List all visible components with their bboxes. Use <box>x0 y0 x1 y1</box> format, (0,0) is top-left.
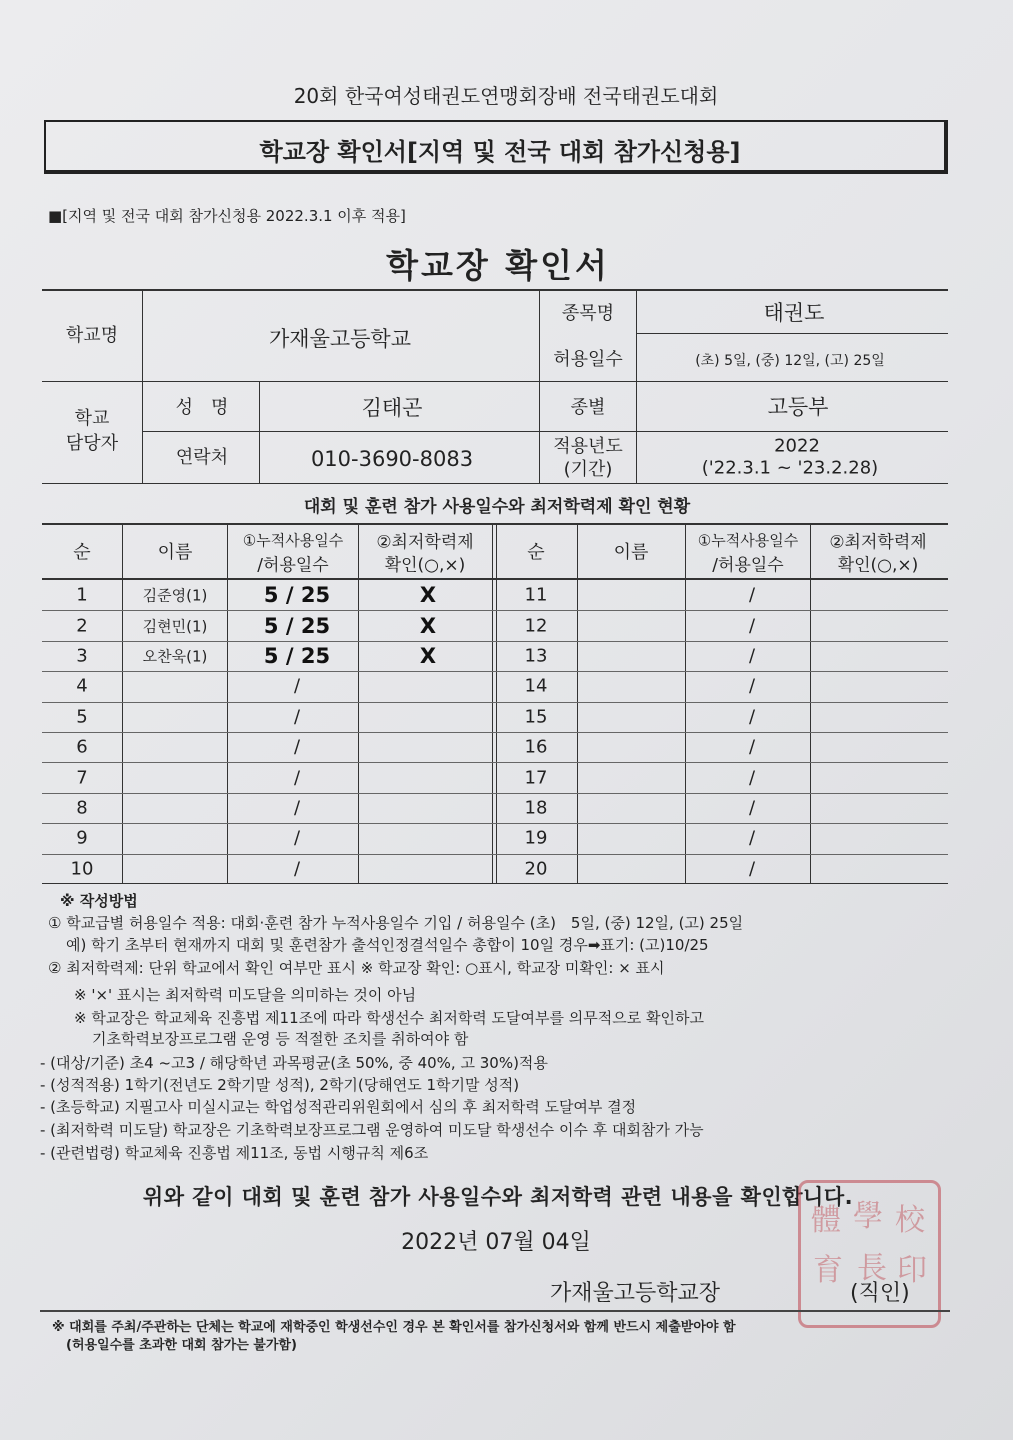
row-number: 10 <box>70 858 94 880</box>
row-number: 4 <box>76 675 88 697</box>
sport-label: 종목명 <box>561 303 615 324</box>
row-number: 8 <box>76 797 88 819</box>
note-line: ② 최저학력제: 단위 학교에서 확인 여부만 표시 ※ 학교장 확인: ○표시, 학교장 미확인: × 표시 <box>48 959 665 977</box>
status-title: 대회 및 훈련 참가 사용일수와 최저학력제 확인 현황 <box>303 497 691 517</box>
main-title: 학교장 확인서 <box>386 246 610 285</box>
row-days: 5 / 25 <box>263 583 331 607</box>
note-line: ① 학교급별 허용일수 적용: 대회·훈련 참가 누적사용일수 기입 / 허용일수 (초) 5일, (중) 12일, (고) 25일 <box>48 914 744 932</box>
row-days: / <box>748 706 756 728</box>
category-label: 종별 <box>570 397 606 418</box>
row-check: X <box>419 614 437 638</box>
header-name-left: 이름 <box>157 542 193 563</box>
row-days: / <box>293 827 301 849</box>
row-number: 6 <box>76 736 88 758</box>
header-days-right-2: /허용일수 <box>712 555 784 576</box>
row-number: 16 <box>524 736 548 758</box>
principal-title: 가재울고등학교장 <box>550 1281 721 1306</box>
header-min-left-1: ②최저학력제 <box>376 532 474 553</box>
issue-date: 2022년 07월 04일 <box>401 1230 591 1255</box>
row-number: 5 <box>76 706 88 728</box>
header-days-left-1: ①누적사용일수 <box>242 531 344 550</box>
row-days: / <box>748 797 756 819</box>
row-days: / <box>293 675 301 697</box>
header-no-left: 순 <box>73 542 91 563</box>
manager-name: 김태곤 <box>361 396 423 420</box>
sport-value: 태권도 <box>763 301 825 325</box>
footer-note-1: ※ 대회를 주최/주관하는 단체는 학교에 재학중인 학생선수인 경우 본 확인서를 참가신청서와 함께 반드시 제출받아야 함 <box>52 1320 736 1335</box>
confirmation-text: 위와 같이 대회 및 훈련 참가 사용일수와 최저학력 관련 내용을 확인합니다. <box>142 1185 854 1209</box>
row-number: 7 <box>76 767 88 789</box>
row-days: / <box>293 767 301 789</box>
note-line: - (관련법령) 학교체육 진흥법 제11조, 동법 시행규칙 제6조 <box>40 1144 429 1162</box>
seal-glyph: 校 <box>895 1203 925 1238</box>
row-days: / <box>748 827 756 849</box>
header-no-right: 순 <box>527 542 545 563</box>
note-line: - (초등학교) 지필고사 미실시교는 학업성적관리위원회에서 심의 후 최저학력 도달여부 결정 <box>40 1098 637 1116</box>
row-days: / <box>748 584 756 606</box>
school-value: 가재울고등학교 <box>268 327 412 351</box>
year-value-2: ('22.3.1 ~ '23.2.28) <box>701 457 879 479</box>
manager-label-2: 담당자 <box>65 433 119 454</box>
school-label: 학교명 <box>65 325 119 346</box>
row-check: X <box>419 644 437 668</box>
row-number: 12 <box>524 615 548 637</box>
box-title: 학교장 확인서[지역 및 전국 대회 참가신청용] <box>259 138 741 166</box>
row-number: 1 <box>76 584 88 606</box>
row-days: / <box>748 615 756 637</box>
year-value-1: 2022 <box>774 435 820 457</box>
row-days: / <box>748 858 756 880</box>
note-line: ※ '×' 표시는 최저학력 미도달을 의미하는 것이 아님 <box>74 986 417 1004</box>
name-label: 성 명 <box>175 397 229 418</box>
row-name: 김준영(1) <box>142 586 208 605</box>
days-value: (초) 5일, (중) 12일, (고) 25일 <box>695 353 885 369</box>
header-min-right-1: ②최저학력제 <box>829 532 927 553</box>
note-line: ※ 학교장은 학교체육 진흥법 제11조에 따라 학생선수 최저학력 도달여부를 의무적으로 확인하고 <box>74 1009 704 1027</box>
row-number: 15 <box>524 706 548 728</box>
note-line: 예) 학기 초부터 현재까지 대회 및 훈련참가 출석인정결석일수 총합이 10일 경우➡표기: (고)10/25 <box>66 936 709 954</box>
note-line: - (최저학력 미도달) 학교장은 기초학력보장프로그램 운영하여 미도달 학생선수 이수 후 대회참가 가능 <box>40 1121 704 1139</box>
note-line: 기초학력보장프로그램 운영 등 적절한 조치를 취하여야 함 <box>92 1030 469 1048</box>
days-label: 허용일수 <box>553 349 623 370</box>
seal-glyph: 體 <box>811 1203 841 1238</box>
row-number: 18 <box>524 797 548 819</box>
row-days: / <box>293 706 301 728</box>
row-days: / <box>748 675 756 697</box>
manager-label-1: 학교 <box>74 408 110 429</box>
header-days-right-1: ①누적사용일수 <box>697 531 799 550</box>
contact-label: 연락처 <box>175 447 229 468</box>
header-min-right-2: 확인(○,×) <box>837 555 919 576</box>
header-days-left-2: /허용일수 <box>257 555 329 576</box>
row-days: / <box>748 736 756 758</box>
notes-heading: ※ 작성방법 <box>60 892 138 910</box>
seal-label: (직인) <box>850 1281 910 1306</box>
row-name: 김현민(1) <box>142 617 208 636</box>
row-check: X <box>419 583 437 607</box>
sub-note: ■[지역 및 전국 대회 참가신청용 2022.3.1 이후 적용] <box>48 207 406 225</box>
note-line: - (성적적용) 1학기(전년도 2학기말 성적), 2학기(당해연도 1학기말 성적) <box>40 1076 520 1094</box>
footer-note-2: (허용일수를 초과한 대회 참가는 불가함) <box>66 1338 297 1353</box>
seal-glyph: 育 <box>813 1253 843 1288</box>
row-number: 14 <box>524 675 548 697</box>
row-days: / <box>293 736 301 758</box>
row-days: / <box>293 797 301 819</box>
year-label-2: (기간) <box>563 459 613 480</box>
row-number: 2 <box>76 615 88 637</box>
header-min-left-2: 확인(○,×) <box>384 555 466 576</box>
row-name: 오찬욱(1) <box>142 647 208 666</box>
row-days: / <box>748 767 756 789</box>
event-title: 20회 한국여성태권도연맹회장배 전국태권도대회 <box>293 84 719 108</box>
row-days: 5 / 25 <box>263 614 331 638</box>
category-value: 고등부 <box>767 395 829 419</box>
seal-glyph: 印 <box>897 1253 927 1288</box>
seal-glyph: 學 <box>853 1199 883 1234</box>
contact-value: 010-3690-8083 <box>310 447 474 471</box>
row-number: 17 <box>524 767 548 789</box>
row-number: 13 <box>524 645 548 667</box>
row-number: 11 <box>524 584 548 606</box>
row-number: 20 <box>524 858 548 880</box>
row-days: 5 / 25 <box>263 644 331 668</box>
year-label-1: 적용년도 <box>553 436 623 457</box>
row-number: 9 <box>76 827 88 849</box>
row-number: 19 <box>524 827 548 849</box>
header-name-right: 이름 <box>613 542 649 563</box>
row-days: / <box>748 645 756 667</box>
row-days: / <box>293 858 301 880</box>
note-line: - (대상/기준) 초4 ~고3 / 해당학년 과목평균(초 50%, 중 40%, 고 30%)적용 <box>40 1054 548 1072</box>
seal-glyph: 長 <box>857 1251 887 1286</box>
row-number: 3 <box>76 645 88 667</box>
